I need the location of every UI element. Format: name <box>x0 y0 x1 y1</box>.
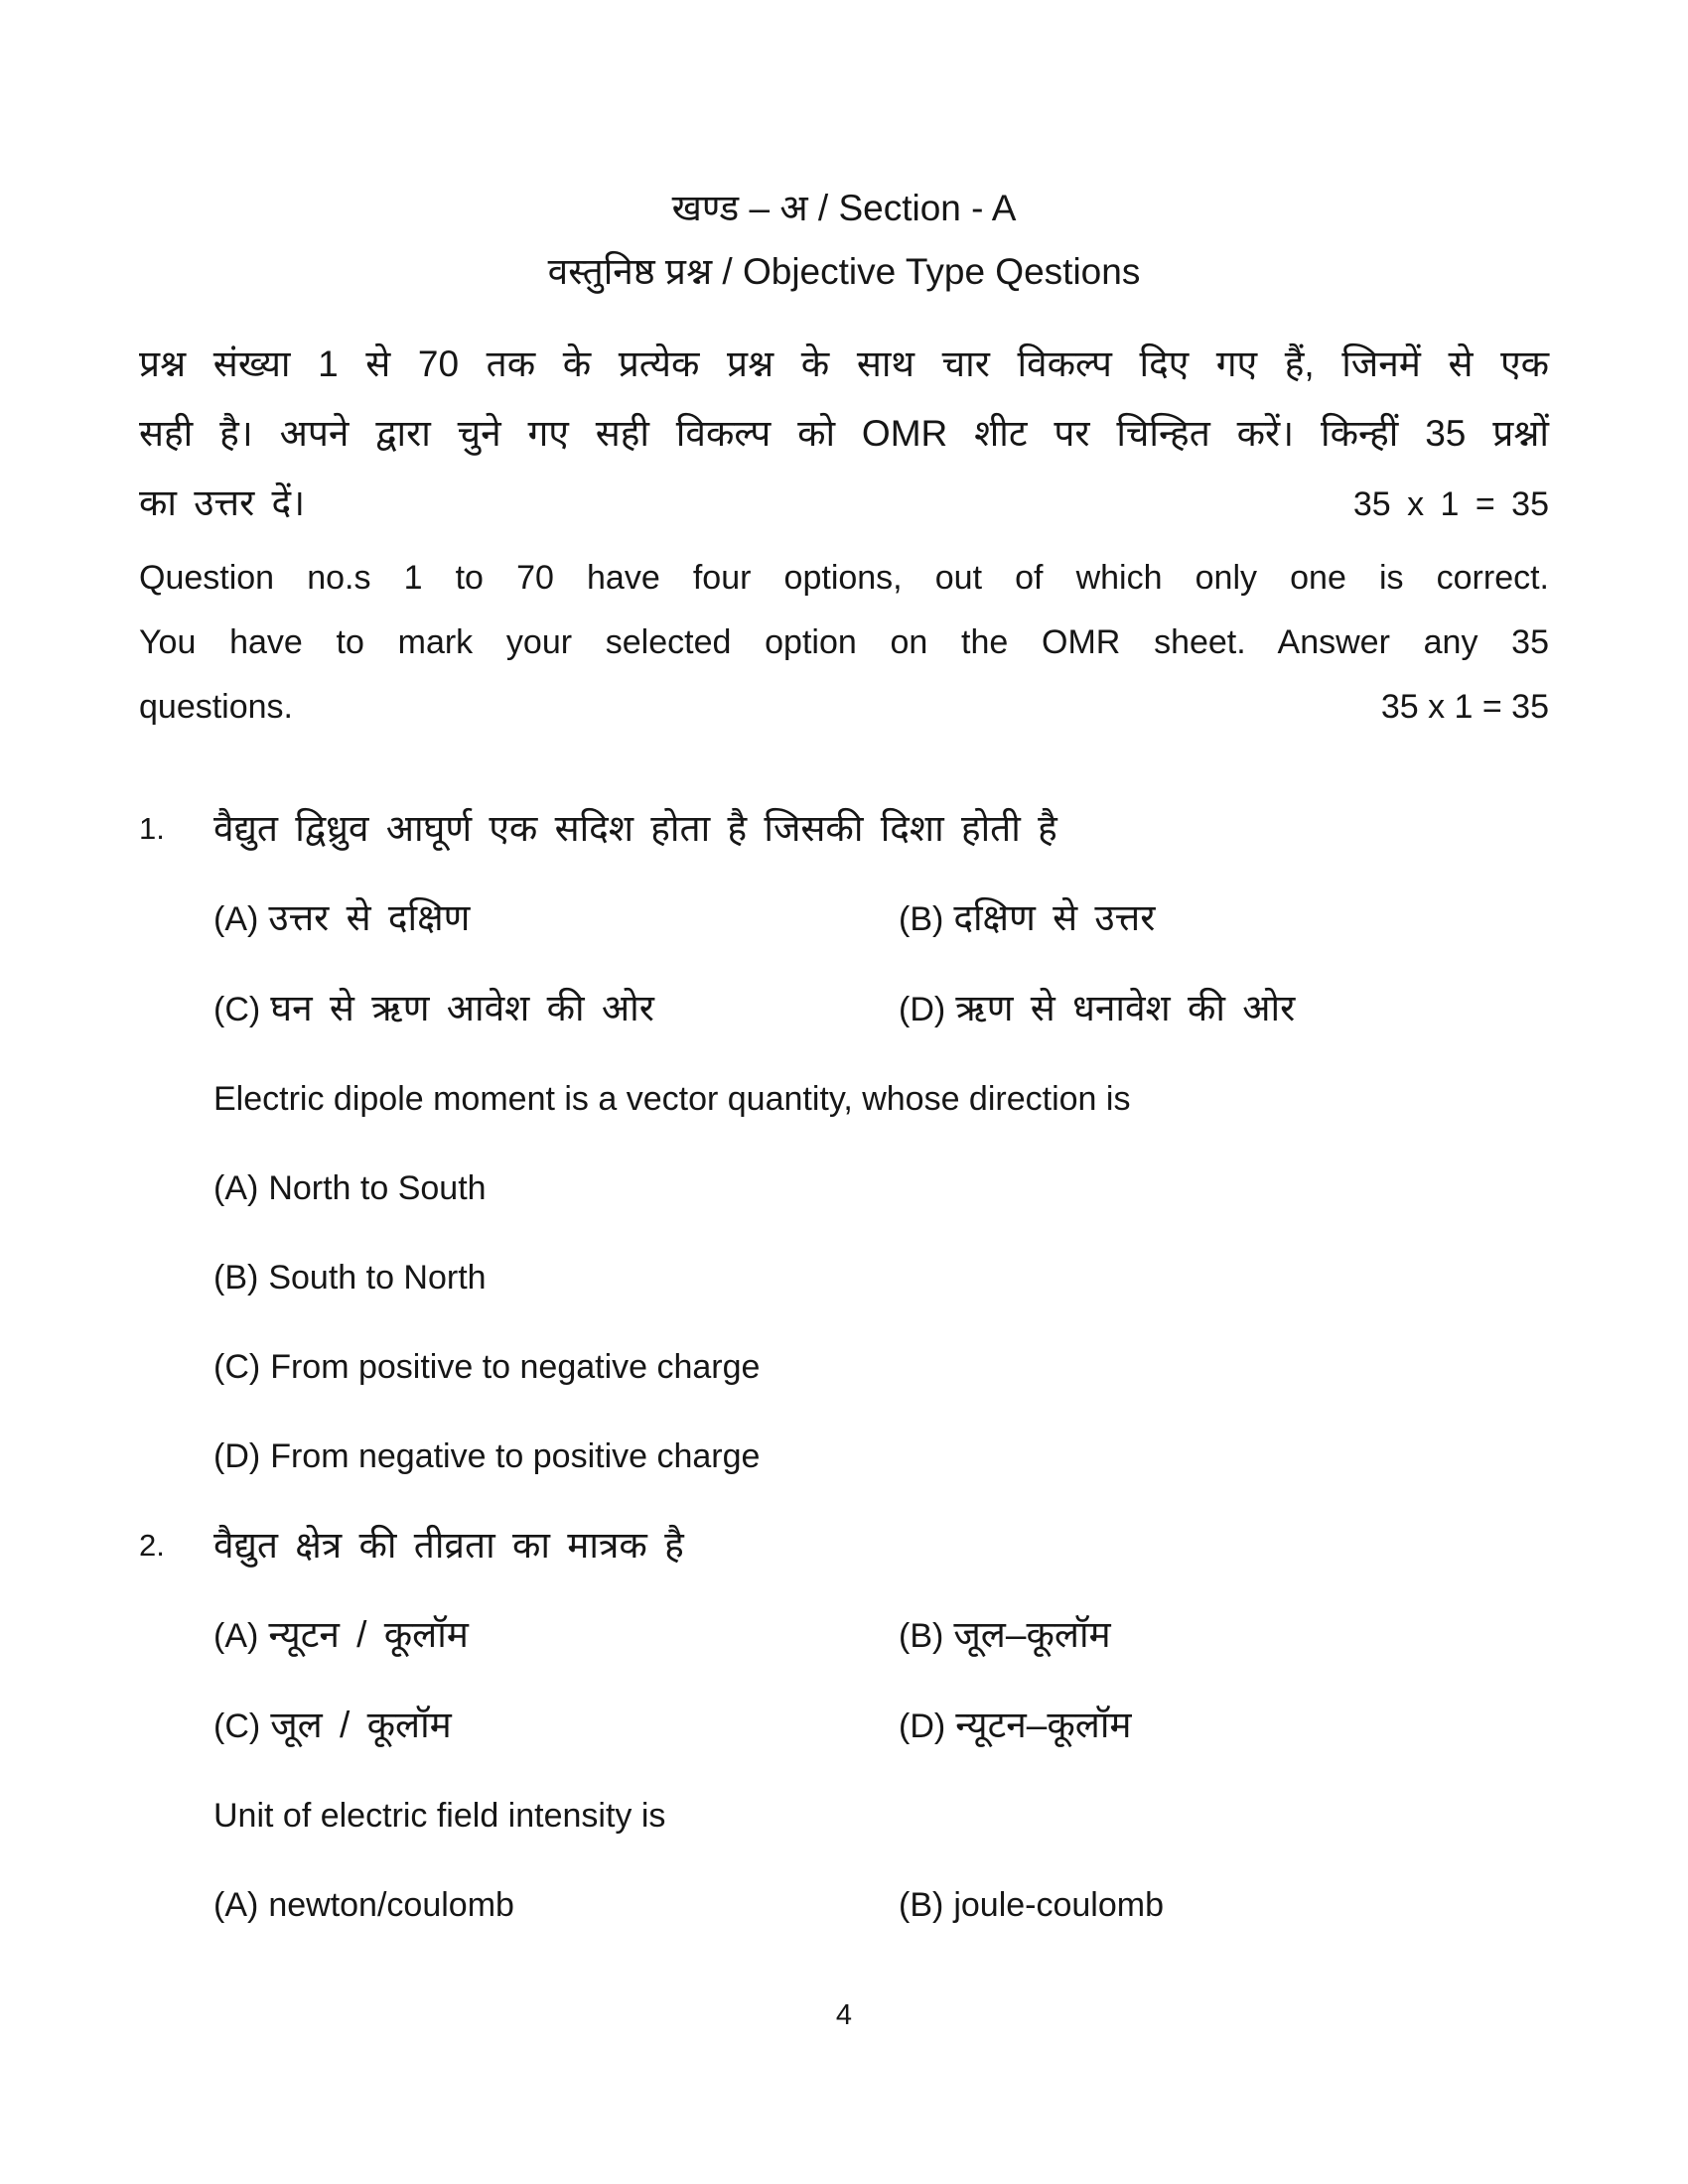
instruction-line: You have to mark your selected option on the OMR sheet. Answer any 35 <box>139 623 1549 661</box>
instructions-hindi <box>139 330 1549 539</box>
question-text-hindi: वैद्युत द्विध्रुव आघूर्ण एक सदिश होता है जिसकी दिशा होती है <box>213 808 1057 849</box>
option-c-hindi <box>213 964 899 1054</box>
option-d-hindi <box>899 964 1549 1054</box>
option-a-hindi <box>213 874 899 964</box>
marks-label: 35 x 1 = 35 <box>1380 688 1549 726</box>
option-label: (D) <box>213 1437 261 1475</box>
option-text: joule-coulomb <box>953 1886 1164 1924</box>
question-1 <box>139 784 1549 1501</box>
option-label: (A) <box>213 1617 259 1655</box>
instruction-line: प्रश्न संख्या 1 से 70 तक के प्रत्येक प्रश्न के साथ चार विकल्प दिए गए हैं, जिनमें से एक <box>139 343 1549 384</box>
option-text: newton/coulomb <box>268 1886 514 1924</box>
instructions-english <box>139 546 1549 740</box>
section-header-line1: खण्ड – अ / Section - A <box>671 188 1017 228</box>
question-text-english: Unit of electric field intensity is <box>213 1797 666 1835</box>
option-label: (A) <box>213 1169 259 1207</box>
option-text: जूल–कूलॉम <box>953 1614 1111 1655</box>
option-a-english <box>213 1860 899 1950</box>
option-label: (C) <box>213 1707 261 1745</box>
option-c-hindi <box>213 1681 899 1771</box>
option-label: (A) <box>213 1886 259 1924</box>
question-text-hindi: वैद्युत क्षेत्र की तीव्रता का मात्रक है <box>213 1525 684 1566</box>
option-b-hindi <box>899 1590 1549 1681</box>
option-d-english <box>139 1412 1549 1501</box>
option-b-english <box>139 1233 1549 1322</box>
option-text: उत्तर से दक्षिण <box>268 897 471 938</box>
option-label: (B) <box>899 900 944 938</box>
instruction-line: Question no.s 1 to 70 have four options, out of which only one is correct. <box>139 559 1549 597</box>
option-text: घन से ऋण आवेश की ओर <box>270 988 654 1028</box>
option-a-english <box>139 1144 1549 1233</box>
option-text: दक्षिण से उत्तर <box>953 897 1156 938</box>
instruction-line: questions. <box>139 688 293 726</box>
option-label: (C) <box>213 991 261 1028</box>
option-text: South to North <box>268 1259 487 1297</box>
section-header <box>0 177 1688 304</box>
option-label: (C) <box>213 1348 261 1386</box>
option-text: न्यूटन / कूलॉम <box>268 1614 469 1655</box>
option-c-english <box>139 1322 1549 1412</box>
question-number: 1. <box>139 811 165 846</box>
option-label: (A) <box>213 900 259 938</box>
option-b-hindi <box>899 874 1549 964</box>
option-text: न्यूटन–कूलॉम <box>955 1705 1132 1745</box>
section-header-line2: वस्तुनिष्ठ प्रश्न / Objective Type Qestions <box>547 251 1141 292</box>
option-text: From positive to negative charge <box>270 1348 761 1386</box>
option-text: From negative to positive charge <box>270 1437 761 1475</box>
option-text: जूल / कूलॉम <box>270 1705 452 1745</box>
question-2 <box>139 1501 1549 1950</box>
option-a-hindi <box>213 1590 899 1681</box>
option-label: (D) <box>899 1707 946 1745</box>
instruction-line: सही है। अपने द्वारा चुने गए सही विकल्प को OMR शीट पर चिन्हित करें। किन्हीं 35 प्रश्नों <box>139 413 1549 454</box>
question-text-english: Electric dipole moment is a vector quantity, whose direction is <box>213 1080 1131 1118</box>
option-d-hindi <box>899 1681 1549 1771</box>
option-text: ऋण से धनावेश की ओर <box>955 988 1296 1028</box>
option-b-english <box>899 1860 1549 1950</box>
question-number: 2. <box>139 1528 165 1563</box>
option-label: (D) <box>899 991 946 1028</box>
option-label: (B) <box>899 1886 944 1924</box>
page-number: 4 <box>835 1999 853 2031</box>
option-text: North to South <box>268 1169 487 1207</box>
option-label: (B) <box>213 1259 259 1297</box>
option-label: (B) <box>899 1617 944 1655</box>
instruction-line: का उत्तर दें। <box>139 482 306 523</box>
marks-label: 35 x 1 = 35 <box>1352 485 1549 523</box>
